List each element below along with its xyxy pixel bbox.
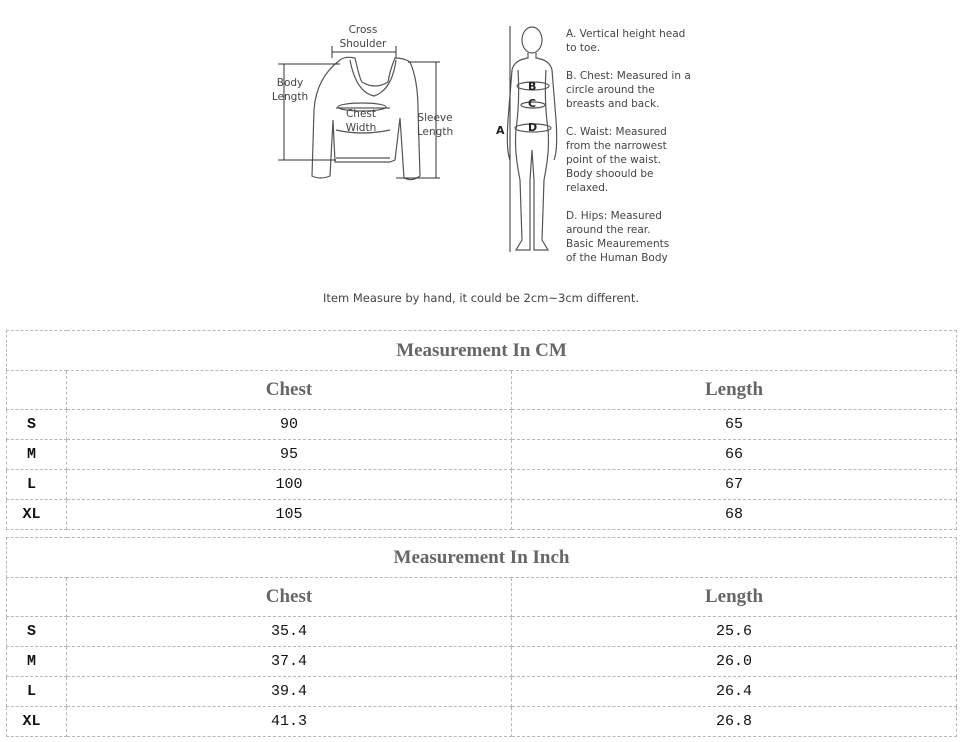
length-cell: 26.4 bbox=[512, 677, 957, 707]
chest-cell: 37.4 bbox=[67, 647, 512, 677]
table-row bbox=[7, 617, 957, 647]
table-row bbox=[7, 500, 957, 530]
inch-corner-cell bbox=[7, 578, 67, 617]
body-letter-d: D bbox=[528, 121, 538, 134]
length-cell: 65 bbox=[512, 410, 957, 440]
chest-cell: 35.4 bbox=[67, 617, 512, 647]
size-cell: M bbox=[7, 440, 67, 470]
size-cell: XL bbox=[7, 500, 67, 530]
description-c: C. Waist: Measured from the narrowest point of the waist. Body shoould be relaxed. bbox=[566, 126, 667, 194]
size-cell: XL bbox=[7, 707, 67, 737]
inch-col-length: Length bbox=[512, 578, 957, 617]
cm-table-title: Measurement In CM bbox=[7, 331, 957, 371]
body-letter-b: B bbox=[528, 80, 537, 93]
cm-corner-cell bbox=[7, 371, 67, 410]
cross-shoulder-label: Cross Shoulder bbox=[339, 24, 387, 50]
table-row bbox=[7, 410, 957, 440]
cm-col-chest: Chest bbox=[67, 371, 512, 410]
sweater-illustration bbox=[0, 0, 962, 290]
description-d: D. Hips: Measured around the rear. Basic Meaurements of the Human Body bbox=[566, 210, 670, 264]
sleeve-length-label: Sleeve Length bbox=[416, 112, 454, 138]
body-length-label: Body Length bbox=[271, 77, 309, 103]
table-row bbox=[7, 470, 957, 500]
table-row bbox=[7, 707, 957, 737]
cm-table bbox=[6, 330, 957, 530]
chest-cell: 39.4 bbox=[67, 677, 512, 707]
table-row bbox=[7, 440, 957, 470]
inch-table-title: Measurement In Inch bbox=[7, 538, 957, 578]
description-a: A. Vertical height head to toe. bbox=[566, 28, 686, 54]
length-cell: 67 bbox=[512, 470, 957, 500]
chest-cell: 105 bbox=[67, 500, 512, 530]
size-cell: L bbox=[7, 470, 67, 500]
cm-col-length: Length bbox=[512, 371, 957, 410]
description-b: B. Chest: Measured in a circle around the breasts and back. bbox=[566, 70, 691, 110]
chest-width-label: Chest Width bbox=[345, 108, 377, 134]
length-cell: 66 bbox=[512, 440, 957, 470]
length-cell: 26.0 bbox=[512, 647, 957, 677]
size-cell: L bbox=[7, 677, 67, 707]
table-row bbox=[7, 647, 957, 677]
chest-cell: 90 bbox=[67, 410, 512, 440]
chest-cell: 95 bbox=[67, 440, 512, 470]
chest-cell: 100 bbox=[67, 470, 512, 500]
length-cell: 26.8 bbox=[512, 707, 957, 737]
measure-note: Item Measure by hand, it could be 2cm~3cm different. bbox=[322, 291, 640, 305]
size-cell: S bbox=[7, 410, 67, 440]
inch-col-chest: Chest bbox=[67, 578, 512, 617]
inch-table bbox=[6, 537, 957, 737]
measurement-diagram bbox=[0, 0, 962, 320]
size-cell: M bbox=[7, 647, 67, 677]
length-cell: 68 bbox=[512, 500, 957, 530]
length-cell: 25.6 bbox=[512, 617, 957, 647]
table-row bbox=[7, 677, 957, 707]
size-cell: S bbox=[7, 617, 67, 647]
body-letter-a: A bbox=[496, 124, 505, 137]
chest-cell: 41.3 bbox=[67, 707, 512, 737]
body-letter-c: C bbox=[528, 97, 537, 110]
